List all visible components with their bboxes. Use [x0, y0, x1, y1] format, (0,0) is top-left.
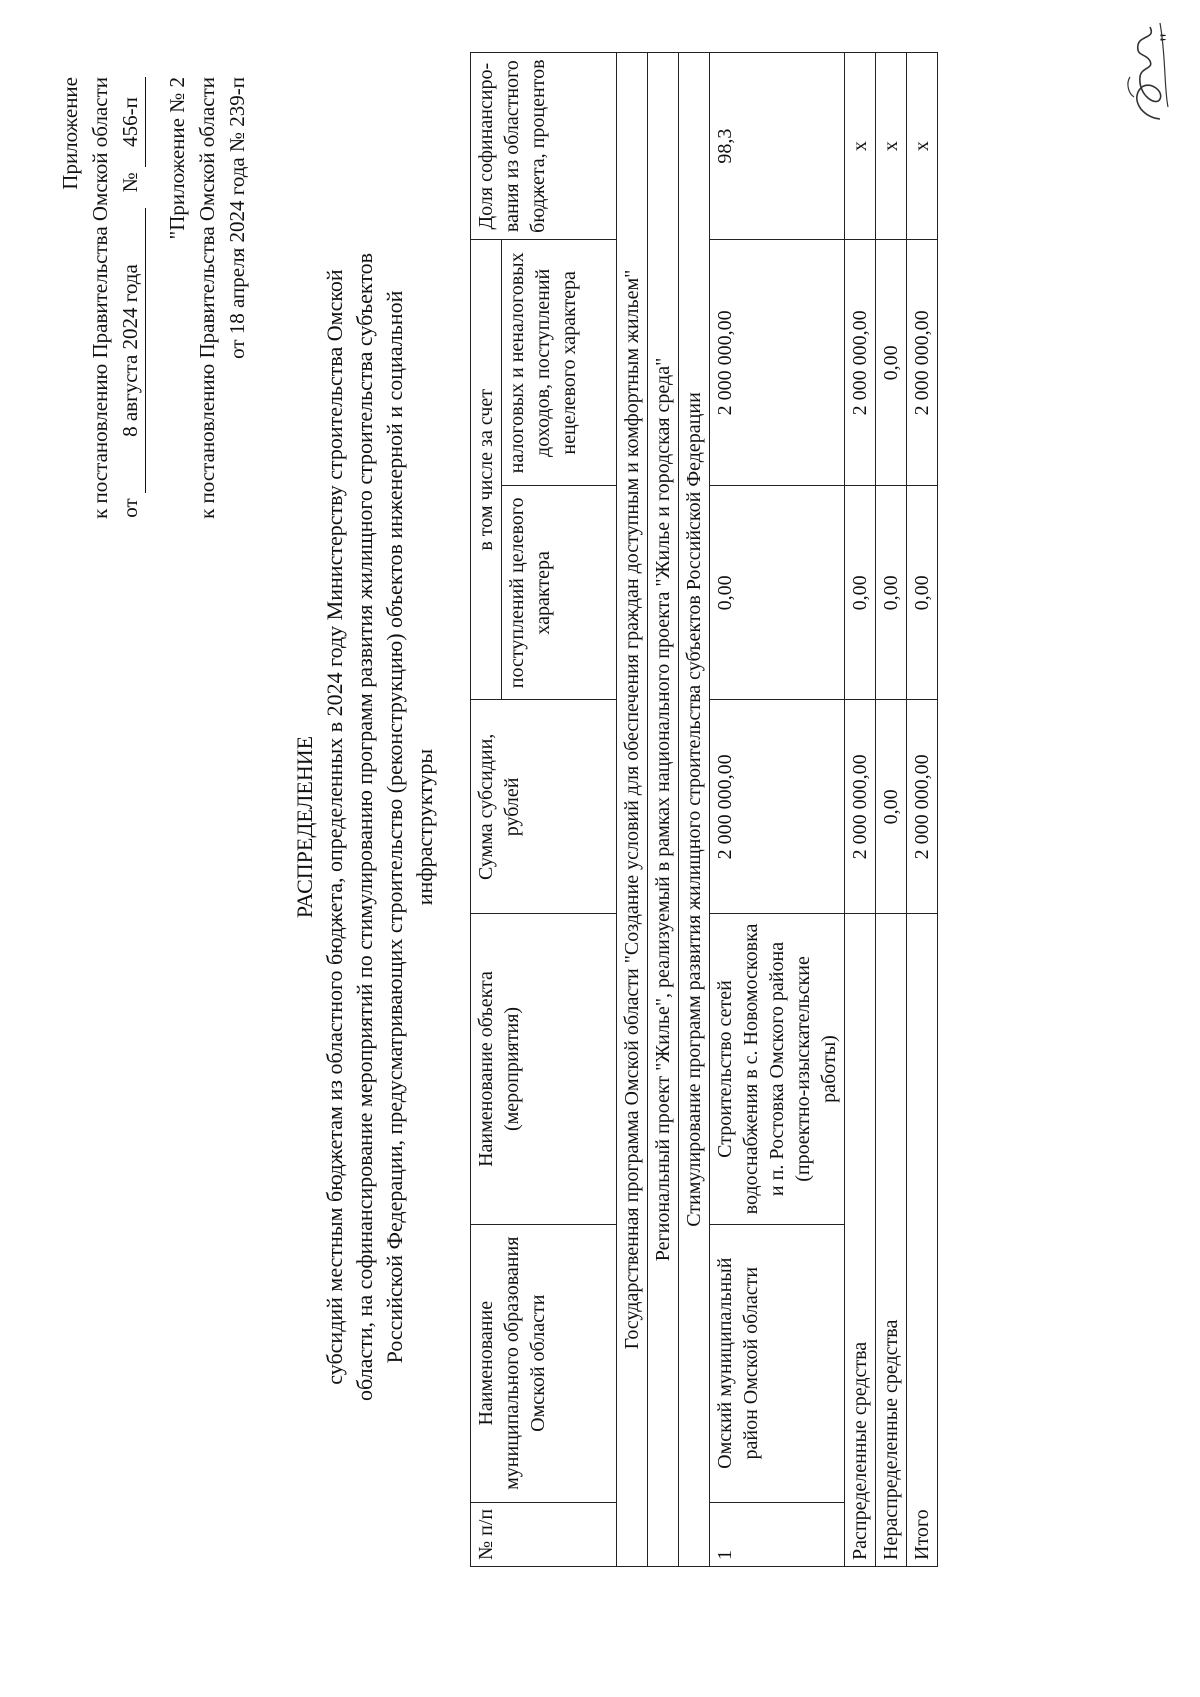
header-including: в том числе за счет	[471, 240, 502, 700]
cell-municipality: Омский муниципальный район Омской области	[710, 1224, 845, 1502]
header-tax: налоговых и неналоговых доходов, поступлений нецелевого характера	[502, 240, 617, 486]
cell-sum: 2 000 000,00	[710, 700, 845, 914]
stimulation-title: Стимулирование программ развития жилищного строительства субъектов Российской Федерации	[679, 53, 710, 1567]
title-heading: РАСПРЕДЕЛЕНИЕ	[292, 735, 317, 919]
date-value: 8 августа 2024 года	[115, 208, 146, 493]
closing-quote: "	[1155, 33, 1180, 42]
distribution-table	[470, 52, 938, 1567]
table-row	[710, 53, 845, 1567]
header-object: Наименование объекта (мероприятия)	[471, 914, 617, 1224]
table-header-row	[471, 53, 502, 1567]
total-label: Нераспределенные средства	[876, 914, 907, 1567]
cell-tax: 2 000 000,00	[710, 240, 845, 486]
header-sum: Сумма субсидии, рублей	[471, 700, 617, 914]
title-line-4: инфраструктуры	[412, 748, 437, 906]
total-share: х	[876, 53, 907, 240]
total-share: х	[845, 53, 876, 240]
title-line-1: субсидий местным бюджетам из областного бюджета, определенных в 2024 году Министерству строительства Омской	[322, 269, 347, 1385]
number-sign: №	[118, 172, 142, 193]
title-line-3: Российской Федерации, предусматривающих строительство (реконструкцию) объектов инженерной и социальной	[382, 290, 407, 1364]
cell-targeted: 0,00	[710, 486, 845, 700]
total-tax: 2 000 000,00	[845, 240, 876, 486]
header-share: Доля софинансиро-вания из областного бюджета, процентов	[471, 53, 617, 240]
appendix-title: Приложение	[58, 77, 82, 190]
total-sum: 2 000 000,00	[845, 700, 876, 914]
appendix-date-line	[115, 77, 146, 877]
header-num: № п/п	[471, 1502, 617, 1566]
stimulation-row	[679, 53, 710, 1567]
total-targeted: 0,00	[845, 486, 876, 700]
program-title: Государственная программа Омской области "Создание условий для обеспечения граждан доступным и комфортным жильем"	[617, 53, 648, 1567]
total-label: Распределенные средства	[845, 914, 876, 1567]
original-appendix-date: от 18 апреля 2024 года № 239-п	[225, 77, 249, 359]
program-row	[617, 53, 648, 1567]
total-sum: 2 000 000,00	[907, 700, 938, 914]
total-row-undistributed	[876, 53, 907, 1567]
total-targeted: 0,00	[907, 486, 938, 700]
regional-project-title: Региональный проект "Жилье", реализуемый в рамках национального проекта "Жилье и городская среда"	[648, 53, 679, 1567]
total-row-grand	[907, 53, 938, 1567]
title-line-2: области, на софинансирование мероприятий по стимулированию программ развития жилищного строительства субъектов	[352, 253, 377, 1401]
appendix-reference: к постановлению Правительства Омской области	[88, 77, 112, 519]
number-value: 456-п	[115, 77, 146, 167]
header-municipality: Наименование муниципального образования Омской области	[471, 1224, 617, 1502]
appendix-header	[55, 77, 252, 877]
regional-project-row	[648, 53, 679, 1567]
signature-icon	[1120, 17, 1180, 127]
total-share: х	[907, 53, 938, 240]
total-label: Итого	[907, 914, 938, 1567]
original-appendix-reference: к постановлению Правительства Омской области	[195, 77, 219, 519]
cell-object: Строительство сетей водоснабжения в с. Новомосковка и п. Ростовка Омского района (проектно-изыскательские работы)	[710, 914, 845, 1224]
date-prefix: от	[118, 498, 142, 518]
total-tax: 0,00	[876, 240, 907, 486]
cell-share: 98,3	[710, 53, 845, 240]
header-targeted: поступлений целевого характера	[502, 486, 617, 700]
document-title	[290, 127, 440, 1527]
total-sum: 0,00	[876, 700, 907, 914]
original-appendix-title: "Приложение № 2	[165, 77, 189, 240]
total-targeted: 0,00	[876, 486, 907, 700]
cell-num: 1	[710, 1502, 845, 1566]
total-tax: 2 000 000,00	[907, 240, 938, 486]
total-row-distributed	[845, 53, 876, 1567]
